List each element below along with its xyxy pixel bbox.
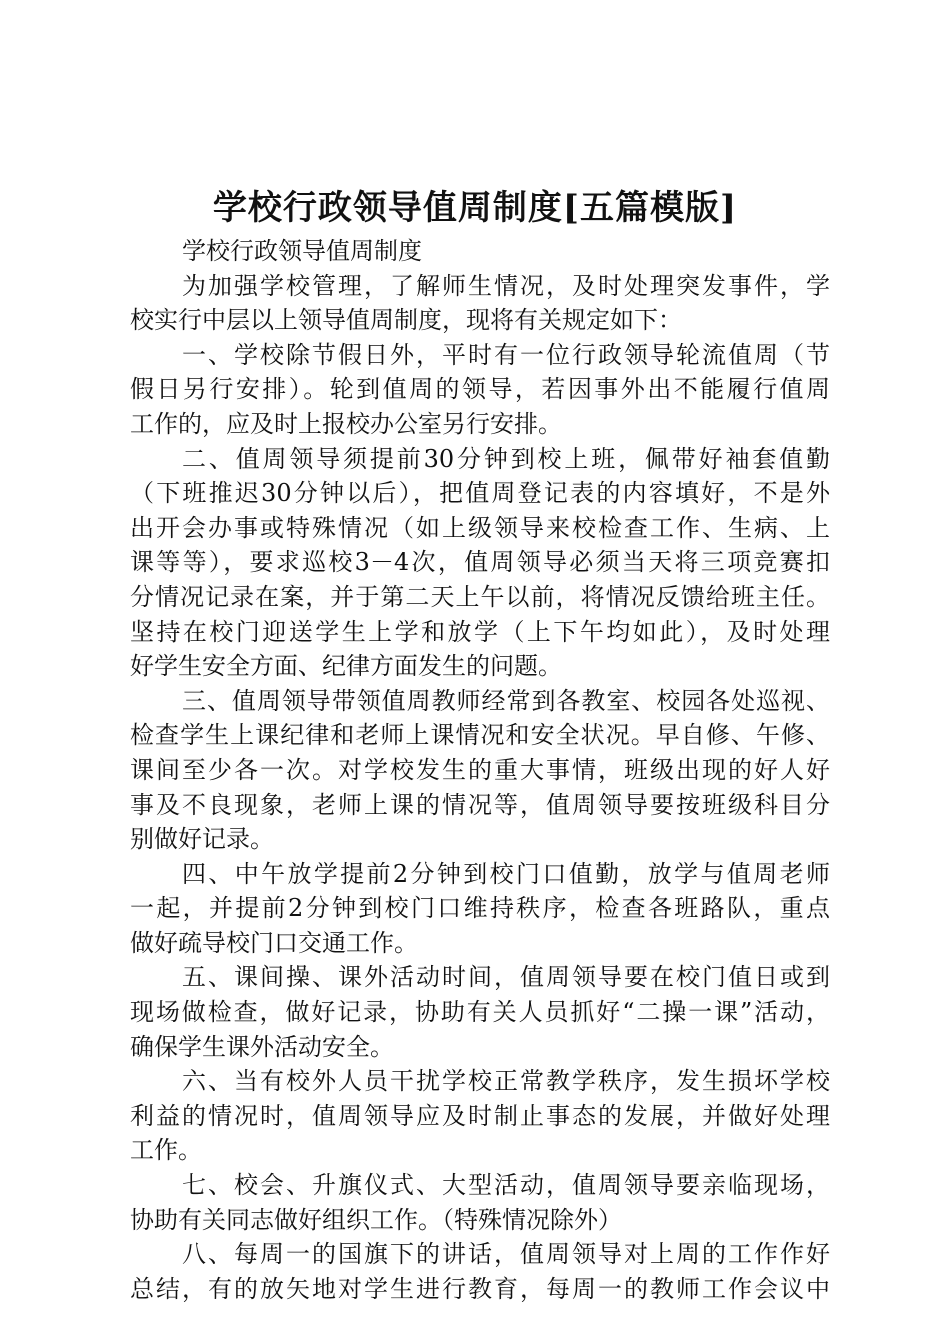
paragraph-line: 分情况记录在案，并于第二天上午以前，将情况反馈给班主任。 bbox=[130, 582, 830, 611]
paragraph-line: 工作。 bbox=[130, 1136, 202, 1165]
paragraph bbox=[130, 960, 830, 1064]
paragraph-line: 四、中午放学提前2分钟到校门口值勤，放学与值周老师 bbox=[182, 859, 830, 888]
paragraph-line: 别做好记录。 bbox=[130, 825, 274, 854]
paragraph bbox=[130, 857, 830, 961]
paragraph bbox=[130, 1168, 830, 1237]
paragraph-line: 出开会办事或特殊情况（如上级领导来校检查工作、生病、上 bbox=[130, 513, 830, 542]
paragraph bbox=[130, 684, 830, 857]
paragraph bbox=[130, 338, 830, 442]
document-title: 学校行政领导值周制度[五篇模版] bbox=[212, 188, 738, 228]
paragraph-line: （下班推迟30分钟以后），把值周登记表的内容填好，不是外 bbox=[130, 479, 830, 508]
paragraph-line: 坚持在校门迎送学生上学和放学（上下午均如此），及时处理 bbox=[130, 617, 830, 646]
paragraph-line: 利益的情况时，值周领导应及时制止事态的发展，并做好处理 bbox=[130, 1101, 830, 1130]
paragraph-line: 课间至少各一次。对学校发生的重大事情，班级出现的好人好 bbox=[130, 755, 830, 784]
paragraph-line: 好学生安全方面、纪律方面发生的问题。 bbox=[130, 652, 562, 681]
paragraph-line: 为加强学校管理，了解师生情况，及时处理突发事件，学 bbox=[182, 271, 830, 300]
document-body bbox=[130, 234, 830, 1306]
paragraph bbox=[130, 1237, 830, 1306]
paragraph bbox=[130, 442, 830, 684]
paragraph-line: 一起，并提前2分钟到校门口维持秩序，检查各班路队，重点 bbox=[130, 894, 830, 923]
paragraph-line: 假日另行安排）。轮到值周的领导，若因事外出不能履行值周 bbox=[130, 375, 830, 404]
paragraph bbox=[130, 269, 830, 338]
paragraph-line: 工作的，应及时上报校办公室另行安排。 bbox=[130, 409, 562, 438]
paragraph-line: 总结，有的放矢地对学生进行教育，每周一的教师工作会议中 bbox=[130, 1274, 830, 1303]
paragraph-line: 协助有关同志做好组织工作。（特殊情况除外） bbox=[130, 1205, 622, 1234]
paragraph-line: 三、值周领导带领值周教师经常到各教室、校园各处巡视、 bbox=[182, 686, 830, 715]
paragraph-line: 八、每周一的国旗下的讲话，值周领导对上周的工作作好 bbox=[182, 1240, 830, 1269]
paragraph-line: 六、当有校外人员干扰学校正常教学秩序，发生损坏学校 bbox=[182, 1067, 830, 1096]
document-subtitle: 学校行政领导值周制度 bbox=[182, 237, 422, 265]
paragraph-line: 五、课间操、课外活动时间，值周领导要在校门值日或到 bbox=[182, 963, 830, 992]
paragraph-line: 做好疏导校门口交通工作。 bbox=[130, 928, 418, 957]
paragraph-line: 事及不良现象，老师上课的情况等，值周领导要按班级科目分 bbox=[130, 790, 830, 819]
paragraph-line: 课等等），要求巡校3－4次，值周领导必须当天将三项竞赛扣 bbox=[130, 548, 830, 577]
paragraph-line: 确保学生课外活动安全。 bbox=[130, 1032, 394, 1061]
paragraph-line: 现场做检查，做好记录，协助有关人员抓好“二操一课”活动， bbox=[130, 998, 830, 1027]
paragraph-line: 检查学生上课纪律和老师上课情况和安全状况。早自修、午修、 bbox=[130, 721, 830, 750]
paragraph-line: 校实行中层以上领导值周制度，现将有关规定如下： bbox=[130, 306, 682, 335]
paragraph-line: 一、学校除节假日外，平时有一位行政领导轮流值周（节 bbox=[182, 340, 830, 369]
paragraph bbox=[130, 1064, 830, 1168]
paragraph-line: 二、值周领导须提前30分钟到校上班，佩带好袖套值勤 bbox=[182, 444, 830, 473]
paragraph-line: 七、校会、升旗仪式、大型活动，值周领导要亲临现场， bbox=[182, 1171, 830, 1200]
